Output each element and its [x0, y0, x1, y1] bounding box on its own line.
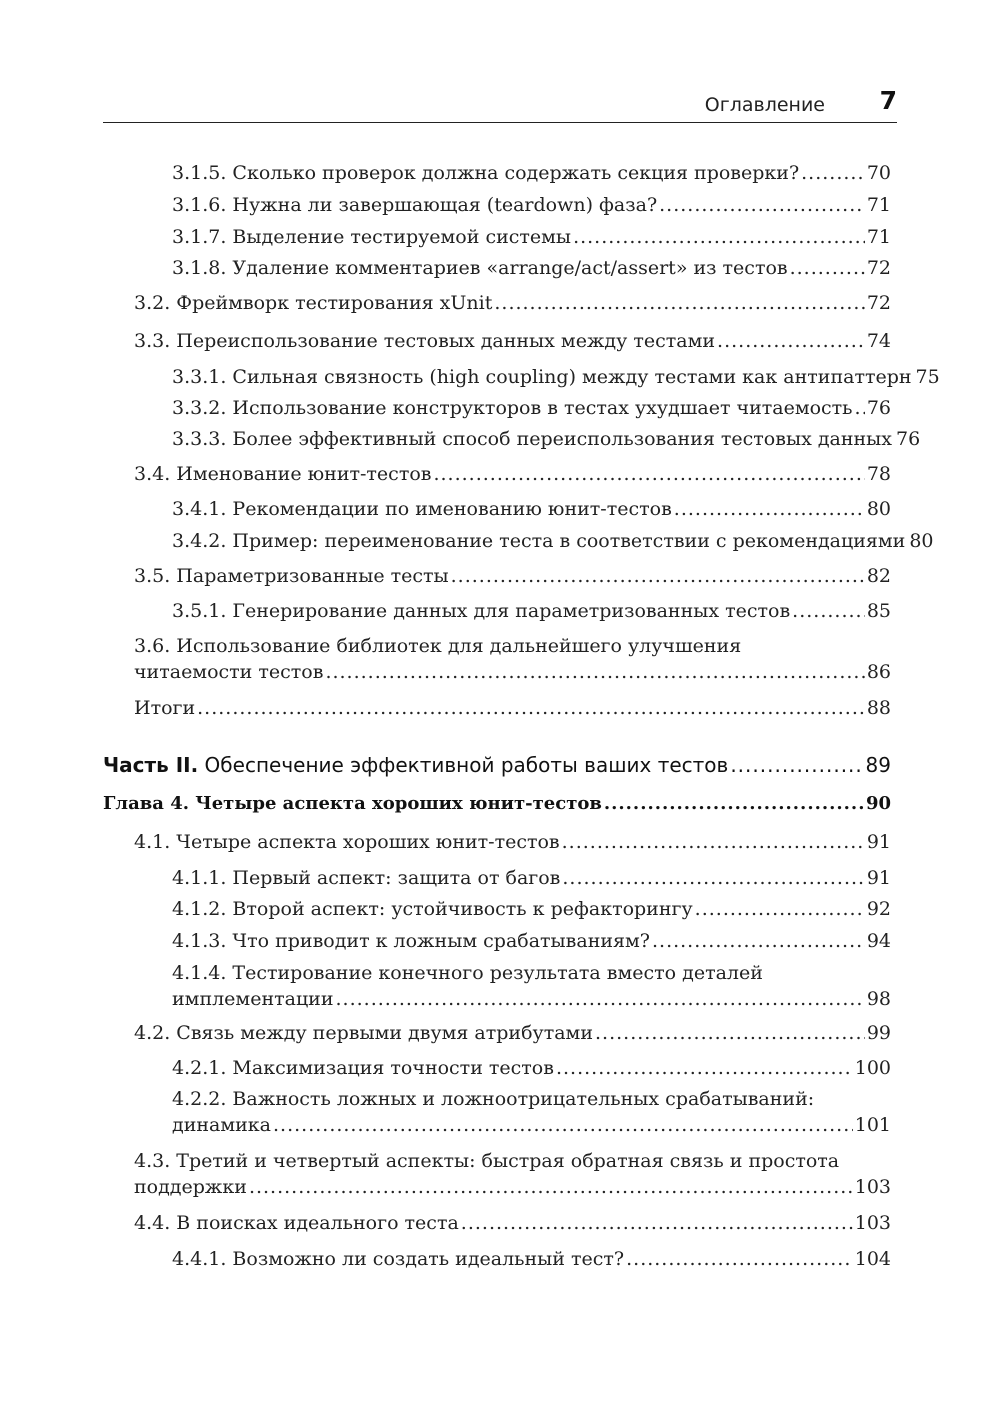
section-title: Оглавление	[704, 94, 825, 116]
running-header	[103, 88, 897, 123]
toc-entry-page: 89	[865, 753, 891, 777]
toc-entry-3-6	[103, 633, 891, 685]
dot-leader	[695, 896, 865, 922]
toc-entry-page: 99	[866, 1022, 891, 1044]
toc-entry-3-4-1	[103, 496, 891, 522]
toc-entry-page: 91	[866, 867, 891, 889]
toc-entry-4-1-1	[103, 865, 891, 891]
dot-leader	[659, 192, 865, 218]
toc-entry-3-3-3	[103, 426, 921, 452]
dot-leader	[855, 395, 865, 421]
toc-entry-title: 3.2. Фреймворк тестирования xUnit	[134, 292, 493, 314]
toc-entry-page: 91	[866, 831, 891, 853]
dot-leader	[626, 1246, 853, 1272]
toc-entry-page: 76	[896, 428, 921, 450]
toc-entry-3-4	[103, 461, 891, 487]
toc-entry-title: 4.1. Четыре аспекта хороших юнит-тестов	[134, 831, 560, 853]
toc-part-2	[103, 752, 891, 778]
toc-entry-title: 4.1.1. Первый аспект: защита от багов	[172, 867, 561, 889]
toc-entry-3-1-6	[103, 192, 891, 218]
toc-entry-title: 4.4. В поисках идеального теста	[134, 1212, 459, 1234]
toc-entry-title: 4.1.2. Второй аспект: устойчивость к рефакторингу	[172, 898, 693, 920]
toc-entry-title: 3.3.3. Более эффективный способ переиспользования тестовых данных	[172, 428, 893, 450]
toc-entry-3-3-1	[103, 364, 940, 390]
dot-leader	[652, 928, 865, 954]
toc-entry-page: 86	[866, 661, 891, 683]
toc-entry-3-1-5	[103, 160, 891, 186]
dot-leader	[556, 1055, 853, 1081]
dot-leader	[451, 563, 865, 589]
dot-leader	[325, 659, 864, 685]
dot-leader	[674, 496, 865, 522]
toc-entry-title: Обеспечение эффективной работы ваших тестов	[198, 753, 729, 777]
dot-leader	[336, 986, 865, 1012]
toc-entry-title: 3.1.6. Нужна ли завершающая (teardown) фаза?	[172, 194, 658, 216]
dot-leader	[792, 598, 865, 624]
toc-entry-page: 103	[854, 1176, 891, 1198]
toc-entry-title-continued: поддержки	[134, 1176, 247, 1198]
toc-entry-page: 90	[865, 793, 891, 814]
toc-entry-title: 4.2.2. Важность ложных и ложноотрицательных срабатываний:	[172, 1088, 815, 1110]
dot-leader	[562, 829, 865, 855]
toc-entry-3-5	[103, 563, 891, 589]
toc-entry-title: 4.2.1. Максимизация точности тестов	[172, 1057, 554, 1079]
toc-entry-title: 3.4.2. Пример: переименование теста в соответствии с рекомендациями	[172, 530, 906, 552]
toc-entry-3-1-7	[103, 224, 891, 250]
toc-entry-4-1-3	[103, 928, 891, 954]
toc-entry-page: 82	[866, 565, 891, 587]
toc-entry-page: 70	[866, 162, 891, 184]
toc-entry-3-2	[103, 290, 891, 316]
toc-entry-4-3	[103, 1148, 891, 1200]
toc-entry-page: 103	[854, 1212, 891, 1234]
toc-entry-page: 72	[866, 292, 891, 314]
dot-leader	[249, 1174, 853, 1200]
toc-entry-page: 104	[854, 1248, 891, 1270]
dot-leader	[197, 695, 865, 721]
part-label: Часть II.	[103, 753, 199, 777]
dot-leader	[730, 752, 863, 778]
toc-entry-title: 4.3. Третий и четвертый аспекты: быстрая обратная связь и простота	[134, 1150, 840, 1172]
toc-entry-title: 3.1.5. Сколько проверок должна содержать секция проверки?	[172, 162, 800, 184]
dot-leader	[273, 1112, 853, 1138]
toc-entry-title: 3.6. Использование библиотек для дальнейшего улучшения	[134, 635, 742, 657]
toc-entry-4-2-1	[103, 1055, 891, 1081]
toc-entry-title: Глава 4. Четыре аспекта хороших юнит-тестов	[103, 793, 602, 814]
toc-entry-page: 98	[866, 988, 891, 1010]
dot-leader	[494, 290, 864, 316]
toc-entry-summary	[103, 695, 891, 721]
toc-entry-title: 3.3.2. Использование конструкторов в тестах ухудшает читаемость	[172, 397, 853, 419]
toc-entry-title: 3.4. Именование юнит-тестов	[134, 463, 432, 485]
toc-entry-4-4-1	[103, 1246, 891, 1272]
toc-entry-page: 76	[866, 397, 891, 419]
toc-entry-3-1-8	[103, 255, 891, 281]
toc-entry-4-1	[103, 829, 891, 855]
toc-entry-4-4	[103, 1210, 891, 1236]
toc-entry-3-3	[103, 328, 891, 354]
toc-entry-page: 80	[866, 498, 891, 520]
toc-entry-title: 3.3. Переиспользование тестовых данных между тестами	[134, 330, 716, 352]
toc-entry-page: 88	[866, 697, 891, 719]
dot-leader	[717, 328, 865, 354]
toc-entry-page: 74	[866, 330, 891, 352]
toc-entry-title: 4.1.4. Тестирование конечного результата вместо деталей	[172, 962, 763, 984]
toc-entry-title: 3.3.1. Сильная связность (high coupling) между тестами как антипаттерн	[172, 366, 912, 388]
toc-entry-title: 4.2. Связь между первыми двумя атрибутами	[134, 1022, 593, 1044]
toc-entry-3-4-2	[103, 528, 934, 554]
toc-entry-title: 3.1.7. Выделение тестируемой системы	[172, 226, 572, 248]
dot-leader	[790, 255, 865, 281]
toc-entry-title: 3.1.8. Удаление комментариев «arrange/act/assert» из тестов	[172, 257, 788, 279]
toc-entry-4-2-2	[103, 1086, 891, 1138]
dot-leader	[801, 160, 865, 186]
toc-entry-3-5-1	[103, 598, 891, 624]
toc-entry-page: 92	[866, 898, 891, 920]
toc-entry-title: 3.5.1. Генерирование данных для параметризованных тестов	[172, 600, 791, 622]
toc-entry-page: 72	[866, 257, 891, 279]
toc-entry-page: 78	[866, 463, 891, 485]
toc-entry-title-continued: динамика	[172, 1114, 271, 1136]
dot-leader	[461, 1210, 853, 1236]
toc-entry-title: Итоги	[134, 697, 196, 719]
page-number: 7	[879, 86, 897, 115]
toc-entry-page: 85	[866, 600, 891, 622]
dot-leader	[562, 865, 864, 891]
toc-entry-page: 94	[866, 930, 891, 952]
toc-entry-title: 4.1.3. Что приводит к ложным срабатываниям?	[172, 930, 650, 952]
dot-leader	[595, 1020, 865, 1046]
dot-leader	[604, 791, 864, 817]
toc-chapter-4	[103, 791, 891, 817]
toc-entry-3-3-2	[103, 395, 891, 421]
toc-entry-title-continued: имплементации	[172, 988, 334, 1010]
toc-entry-title: 3.4.1. Рекомендации по именованию юнит-тестов	[172, 498, 672, 520]
toc-entry-title-continued: читаемости тестов	[134, 661, 324, 683]
toc-entry-page: 75	[915, 366, 940, 388]
dot-leader	[573, 224, 865, 250]
toc-entry-page: 71	[866, 226, 891, 248]
toc-entry-page: 101	[854, 1114, 891, 1136]
toc-entry-4-2	[103, 1020, 891, 1046]
toc-entry-title: 4.4.1. Возможно ли создать идеальный тест?	[172, 1248, 625, 1270]
toc-entry-page: 100	[854, 1057, 891, 1079]
toc-entry-page: 80	[909, 530, 934, 552]
toc-entry-4-1-4	[103, 960, 891, 1012]
dot-leader	[433, 461, 864, 487]
toc-entry-page: 71	[866, 194, 891, 216]
toc-entry-4-1-2	[103, 896, 891, 922]
toc-entry-title: 3.5. Параметризованные тесты	[134, 565, 449, 587]
